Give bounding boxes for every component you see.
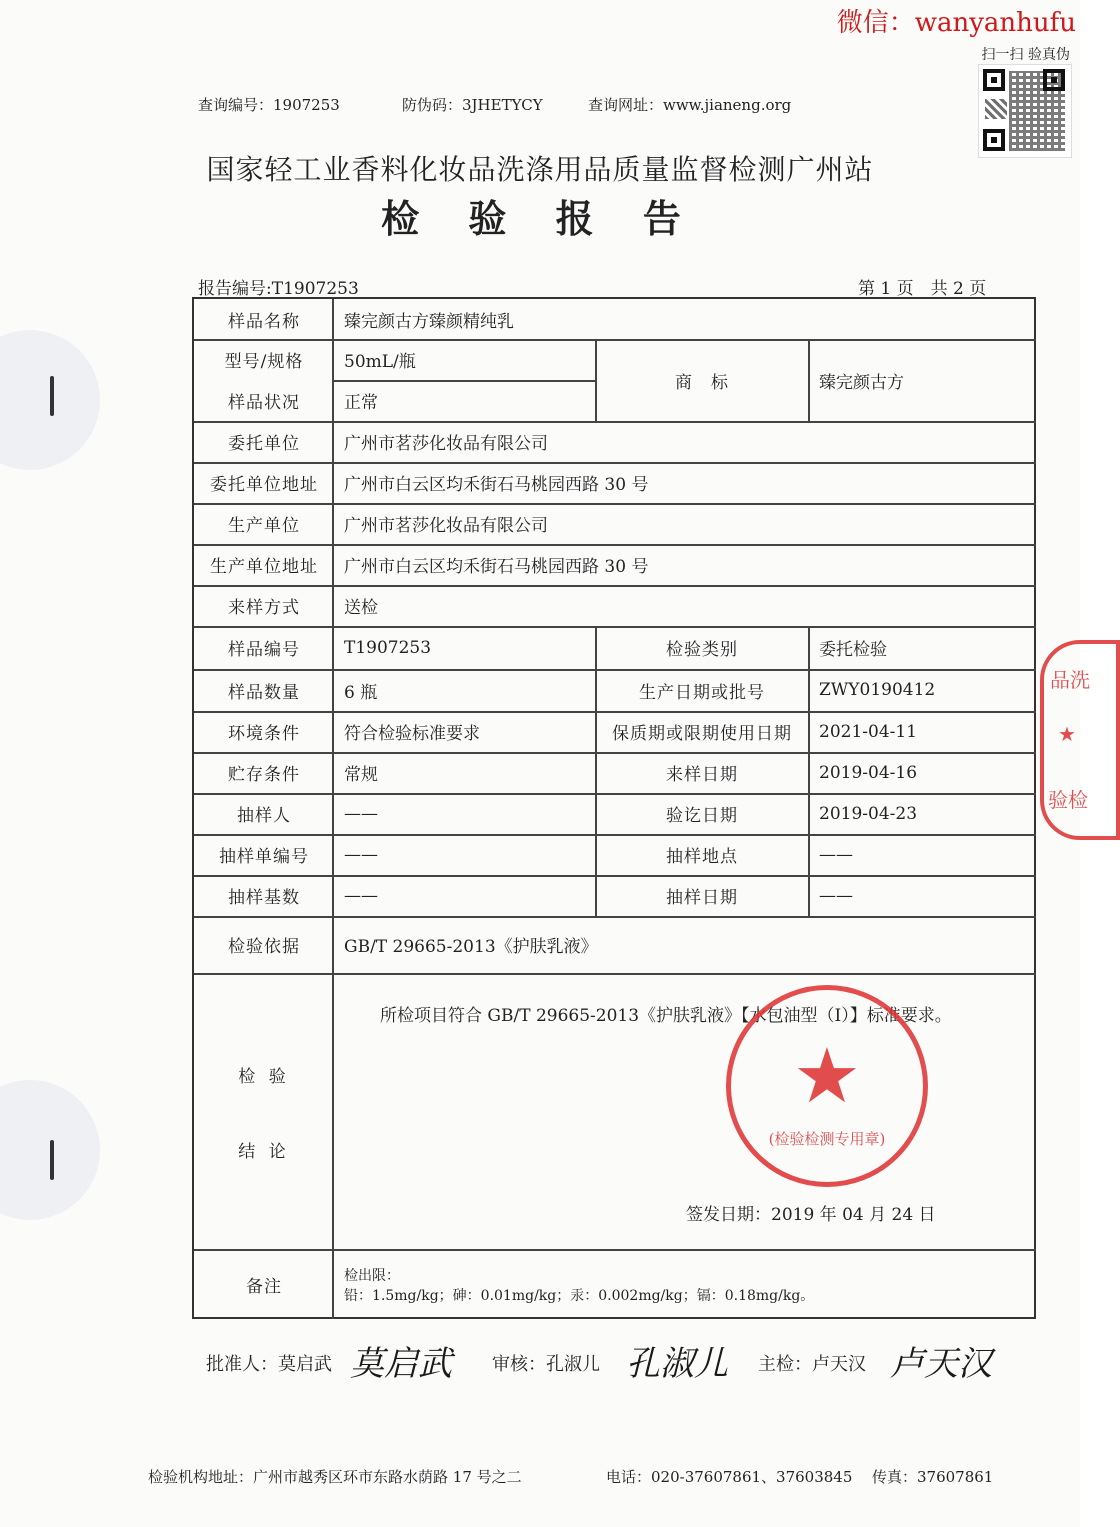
value-client: 广州市茗莎化妆品有限公司 <box>344 434 548 454</box>
label-sampler: 抽样人 <box>237 806 291 826</box>
label-basis: 检验依据 <box>228 937 300 957</box>
edge-seal: 品洗 ★ 验检 <box>1040 640 1120 840</box>
remarks-line-1: 检出限： <box>344 1268 400 1284</box>
remarks-line-2: 铅：1.5mg/kg；砷：0.01mg/kg；汞：0.002mg/kg；镉：0.18mg/kg。 <box>344 1288 815 1304</box>
value-sample-date: —— <box>819 885 853 906</box>
reviewer-signature: 孔淑儿 <box>626 1344 728 1384</box>
staple <box>50 1140 54 1180</box>
label-delivery: 来样方式 <box>228 598 300 618</box>
value-model: 50mL/瓶 <box>344 352 416 372</box>
label-test-type: 检验类别 <box>666 640 738 660</box>
value-environment: 符合检验标准要求 <box>344 724 480 744</box>
label-brand: 商 标 <box>675 372 729 393</box>
value-quantity: 6 瓶 <box>344 682 378 703</box>
value-sample-name: 臻完颜古方臻颜精纯乳 <box>344 311 514 332</box>
approver-label: 批准人：莫启武 <box>206 1354 332 1375</box>
label-conclusion-2: 结 论 <box>238 1141 290 1162</box>
label-maker: 生产单位 <box>228 516 300 536</box>
organization-name: 国家轻工业香料化妆品洗涤用品质量监督检测广州站 <box>206 153 874 186</box>
value-state: 正常 <box>344 393 378 413</box>
approver-signature: 莫启武 <box>350 1344 452 1384</box>
report-number: 报告编号:T1907253 <box>198 279 359 299</box>
inspector-signature: 卢天汉 <box>890 1344 992 1384</box>
label-sample-place: 抽样地点 <box>666 847 738 867</box>
watermark-text: 微信：wanyanhufu <box>836 8 1076 38</box>
label-client-address: 委托单位地址 <box>210 475 318 495</box>
label-batch: 生产日期或批号 <box>639 682 765 703</box>
value-arrival-date: 2019-04-16 <box>819 762 918 783</box>
seal-text: (检验检测专用章) <box>768 1130 886 1148</box>
value-storage: 常规 <box>344 765 378 785</box>
label-conclusion-1: 检 验 <box>238 1066 290 1087</box>
label-environment: 环境条件 <box>228 724 300 744</box>
value-sampler: —— <box>344 803 378 824</box>
reviewer-label: 审核：孔淑儿 <box>492 1354 600 1375</box>
value-brand: 臻完颜古方 <box>819 372 904 393</box>
value-client-address: 广州市白云区均禾街石马桃园西路 30 号 <box>344 475 649 495</box>
official-seal <box>726 985 928 1187</box>
label-sample-form-no: 抽样单编号 <box>219 847 309 867</box>
conclusion-text: 所检项目符合 GB/T 29665-2013《护肤乳液》【水包油型（Ⅰ）】标准要求。 <box>380 1005 952 1026</box>
label-sample-base: 抽样基数 <box>228 888 300 908</box>
footer-address: 检验机构地址：广州市越秀区环市东路水荫路 17 号之二 <box>148 1468 522 1486</box>
seal-star-icon: ★ <box>792 1031 862 1120</box>
value-test-type: 委托检验 <box>819 640 887 660</box>
label-finish-date: 验讫日期 <box>666 806 738 826</box>
value-sample-form-no: —— <box>344 844 378 865</box>
value-sample-place: —— <box>819 844 853 865</box>
label-expiry: 保质期或限期使用日期 <box>612 724 792 744</box>
value-delivery: 送检 <box>344 598 378 618</box>
query-code: 查询编号：1907253 <box>198 96 340 114</box>
value-expiry: 2021-04-11 <box>819 721 918 742</box>
query-url[interactable]: 查询网址：www.jianeng.org <box>588 96 792 114</box>
label-model: 型号/规格 <box>224 352 304 372</box>
label-client: 委托单位 <box>228 434 300 454</box>
value-sample-base: —— <box>344 885 378 906</box>
document-title: 检 验 报 告 <box>381 196 699 241</box>
value-batch: ZWY0190412 <box>819 680 936 700</box>
page-number: 第 1 页 共 2 页 <box>858 279 987 299</box>
label-remarks: 备注 <box>246 1276 282 1297</box>
footer-fax: 传真：37607861 <box>872 1468 994 1486</box>
value-maker-address: 广州市白云区均禾街石马桃园西路 30 号 <box>344 557 649 577</box>
sign-date: 签发日期：2019 年 04 月 24 日 <box>686 1204 936 1225</box>
qr-code-icon[interactable] <box>978 64 1072 158</box>
staple <box>50 376 54 416</box>
label-state: 样品状况 <box>228 393 300 413</box>
anti-fake-code: 防伪码：3JHETYCY <box>402 96 543 114</box>
value-sample-no: T1907253 <box>344 637 432 658</box>
label-sample-name: 样品名称 <box>228 311 300 332</box>
label-arrival-date: 来样日期 <box>666 765 738 785</box>
inspector-label: 主检：卢天汉 <box>758 1354 866 1375</box>
label-maker-address: 生产单位地址 <box>210 557 318 577</box>
value-maker: 广州市茗莎化妆品有限公司 <box>344 516 548 536</box>
report-table <box>192 297 1036 1319</box>
value-basis: GB/T 29665-2013《护肤乳液》 <box>344 937 598 957</box>
label-sample-no: 样品编号 <box>228 640 300 660</box>
qr-label: 扫一扫 验真伪 <box>981 47 1070 63</box>
label-quantity: 样品数量 <box>228 682 300 703</box>
label-sample-date: 抽样日期 <box>666 888 738 908</box>
footer-phone: 电话：020-37607861、37603845 <box>606 1468 853 1486</box>
label-storage: 贮存条件 <box>228 765 300 785</box>
value-finish-date: 2019-04-23 <box>819 803 918 824</box>
